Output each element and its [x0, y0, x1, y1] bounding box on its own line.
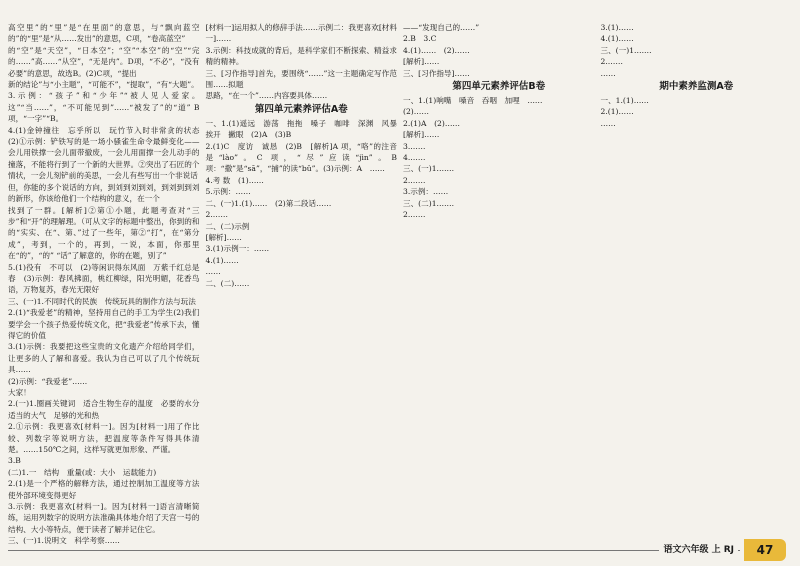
section-title-midterm-a: 期中素养监测A卷 [659, 81, 734, 93]
col3-para: 一、1.(1)响嘴 嗓音 吞咽 加哩 …… [403, 96, 543, 106]
column-1 [8, 22, 208, 546]
section-title-unit4-b: 第四单元素养评估B卷 [452, 81, 546, 93]
col3-para: ——“发现自己的……” [403, 23, 480, 32]
col3-para: 3.…… [403, 141, 426, 151]
col4-para: 三、(一)1.…… [600, 45, 652, 55]
col1-para: 的“空”是“天空”，“日本空”；“空”“本空”的“空”“完的……”高……“从空”，“无是内”。D项，“不必”，“没有必要”的意思，故选B。(2)C项，“提出 [8, 45, 200, 78]
column-4 [601, 22, 793, 542]
col1-para: 3.示例：我更喜欢[材料一]。因为[材料一]语言清晰简练，运用列数字的说明方法准确具体地介绍了天宫一号的结构、大小等特点，便于读者了解并记住它。 [8, 502, 200, 534]
book-label: 语文六年级 上 RJ [659, 542, 738, 555]
col4-para: 一、1.(1)…… [600, 96, 649, 106]
col3-para: 4.(1)…… (2)…… [403, 45, 470, 55]
col3-para: 2.…… [403, 175, 426, 185]
col2-para: 二、(一)1.(1)…… (2)第二段话…… [205, 198, 332, 208]
col3-para: 4.…… [403, 153, 426, 163]
col1-para: 2.①示例：我更喜欢[材料一]。因为[材料一]用了作比较、列数字等说明方法，把温度等条件写得具体清楚。……150℃之间，这样写就更加形象、严谨。 [8, 422, 200, 455]
col3-para: 三、(二)1.…… [403, 198, 455, 208]
col2-para: 4.考 数 (1)…… [205, 175, 264, 185]
col1-para: (二)1.一 结构 重量(或：大小 运载能力) [8, 467, 157, 477]
col2-para: 二、(二)示例 [205, 221, 250, 231]
col4-para: 2.…… [600, 57, 623, 67]
col3-para: 3.示例：…… [403, 187, 449, 197]
col1-para: 4.(1)金钟撞往 忘乎所以 玩竹节入时非常贪的状态(2)①示例：铲铁写的是一场小骚雀生命令最鲜变化——会儿用铁撑一会儿面带撤废，一会儿用面撑一会儿动手的撞落，不能将行到了一个新的大世界。②突出了石匠的个情状，一会儿刻铲前的美思，一会儿有些写出一个非说话 [8, 125, 200, 181]
page-footer [0, 538, 800, 562]
col2-para: 4.(1)…… [205, 255, 239, 265]
col3-para: 三、(一)1.…… [403, 164, 455, 174]
col1-para: (2)示例：“我爱老”…… [8, 376, 88, 386]
col1-para: 三、(一)1.不同时代的民族 传统玩具的制作方法与玩法 [8, 296, 196, 306]
section-title-unit4-a: 第四单元素养评估A卷 [254, 103, 348, 115]
col2-para: 2.(1)C 度访 诚恳 (2)B [解析]A 项，“咯”的注音是“lào”。C 项，“尽”应读“jìn”。B 项：“撒”是“sā”，“捕”的读“bǔ”。(3)示例：A …… [205, 141, 397, 174]
col4-para: 4.(1)…… [600, 34, 634, 44]
col3-para: 三、[习作指导]…… [403, 68, 470, 78]
column-2 [205, 22, 405, 542]
col2-para: 二、(二)…… [205, 278, 250, 288]
col1-para: 3.(1)示例：我要把这些宝贵的文化遗产介绍给同学们，让更多的人了解和喜爱。我认为自己可以了几个传统玩具…… [8, 342, 200, 375]
col1-para: 2.(1)“我爱老”的精神，坚持用自己的手工为学生(2)我们要学会一个孩子热爱传统文化，把“我爱老”传承下去，懂得它的价值 [8, 308, 200, 340]
col3-para: (2)…… [403, 107, 429, 117]
col1-para: 但，你能的多个说话的方向，到刘到刘到刘，到刘到到刘的新形，你该给他们一个结构的意义，在一个 [8, 182, 200, 204]
col2-para: …… [205, 267, 221, 277]
col1-para: 找到了一群。[解析]②第①小题，此题考查对“三步”和“开”的理解理。（可从文字的标题中整出，你到的和的“实实、在“、第、”过了一些年，第②“打”，在“第分成”，考到，一个的，再到，一说，本面，你那里在“的”，“的” “话”了解意的，你的在题，别了” [8, 205, 200, 261]
col1-para: 3.B [8, 456, 21, 466]
col4-para: 3.(1)…… [600, 23, 634, 32]
col4-para: 2.(1)…… [600, 107, 634, 117]
col2-para: 5.示例：…… [205, 187, 251, 197]
col1-para: 三、(一)1.说明文 科学考察…… [8, 536, 120, 546]
col1-para: 高空里”的“里”是“在里面”的意思，与“飘向蓝空的”的“里”是“从……发出”的意思，C项，“卷高蓝空” [8, 23, 200, 44]
column-3 [403, 22, 595, 542]
col2-para: 3.(1)示例一：…… [205, 244, 270, 254]
col2-para: [解析]…… [205, 232, 242, 242]
col2-para: 一、1.(1)遥远 游荡 拖拖 嗓子 咖啡 深渊 风暴 挨开 撇眼 (2)A (3)B [205, 118, 405, 140]
footer-rule [8, 550, 740, 551]
col4-para: …… [600, 68, 616, 78]
col1-para: 5.(1)役有 不可以 (2)等闲识得东风面 万紫千红总是春 (3)示例：春风拂面，桃红柳绿，阳光明媚，花香鸟语，万物复苏，春光无限好 [8, 262, 200, 295]
col1-para: 2.(一)1.圈画关键词 适合生物生存的温度 必要的水分 适当的大气 足够的光和热 [8, 399, 208, 420]
col3-para: 2.…… [403, 210, 426, 220]
col3-para: [解析]…… [403, 130, 440, 140]
col1-para: 新的结论”与“小主题”，“可能不”，“提取”，“有“大题”。 [8, 80, 199, 90]
col2-para: 思路，“在一个”……内容要具体…… [205, 91, 328, 101]
col3-para: 2.(1)A (2)…… [403, 118, 461, 128]
col3-para: [解析]…… [403, 57, 440, 67]
col1-para: 大家！ [8, 388, 31, 397]
col2-para: 2.…… [205, 210, 228, 220]
col3-para: 2.B 3.C [403, 34, 437, 44]
col2-para: [材料一]运用拟人的修辞手法……示例二：我更喜欢[材料一]…… [205, 23, 397, 44]
col1-para: 3.示例：“孩子”和“少年”“被人见人爱家。这”“当……”，“不可能见到”……“被发了”的“道” B 项，“一字”“B。 [8, 91, 200, 124]
text-columns [8, 22, 792, 546]
col2-para: 三、[习作指导]首先，要围绕“……”这一主题确定写作范围……拟题 [205, 68, 397, 90]
col2-para: 3.示例：科技成就的背后，是科学家们不断探索、精益求精的精神。 [205, 45, 397, 67]
col1-para: 2.(1)是一个严格的解释方法，通过控制加工温度等方法使外部环境变得更好 [8, 479, 200, 500]
page-number: 47 [744, 539, 786, 561]
col4-para: …… [600, 118, 616, 128]
